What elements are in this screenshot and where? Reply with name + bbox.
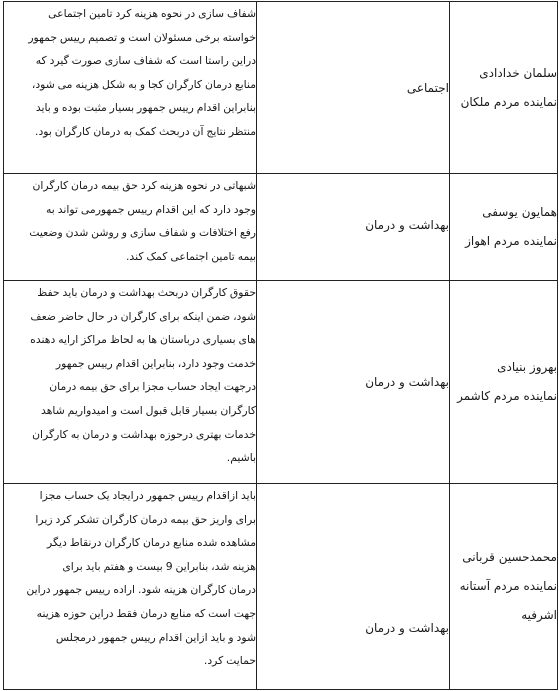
statement-line: بیمه تامین اجتماعی کمک کند. xyxy=(125,249,256,263)
field-cell xyxy=(257,174,450,281)
representative-name: سلمان خدادادی xyxy=(479,65,557,80)
representative-cell xyxy=(450,2,558,174)
statement-line: شود، ضمن اینکه برای کارگران در حال حاضر ضعف xyxy=(30,309,256,323)
statement-line: منابع درمان کارگران کجا و به شکل هزینه می شود، xyxy=(31,77,256,91)
statement-line: شود و باید ازاین اقدام رییس جمهور درمجلس xyxy=(55,630,256,644)
statements-table xyxy=(3,1,558,690)
statement-line: منتظر نتایج آن دربحث کمک به درمان کارگران بود. xyxy=(35,124,256,138)
representative-cell xyxy=(450,174,558,281)
statement-line: درجهت ایجاد حساب مجزا برای حق بیمه درمان xyxy=(49,380,256,394)
field-label: بهداشت و درمان xyxy=(365,218,449,232)
field-cell xyxy=(257,484,450,690)
statement-line: باشیم. xyxy=(226,451,256,465)
statement-line: کارگران بسیار قابل قبول است و امیدواریم شاهد xyxy=(41,403,256,417)
statement-line: باید ازاقدام رییس جمهور درایجاد یک حساب مجزا xyxy=(39,489,256,502)
statement-line: خدمت وجود دارد، بنابراین اقدام رییس جمهور xyxy=(55,356,256,370)
statement-line: مشاهده شده منابع درمان کارگران درنقاط دیگر xyxy=(47,536,256,550)
representative-role-continued: اشرفیه xyxy=(521,608,557,622)
representative-role: نماینده مردم اهواز xyxy=(465,234,557,248)
representative-name: بهروز بنیادی xyxy=(497,360,557,374)
field-label: اجتماعی xyxy=(406,80,449,95)
representative-role: نماینده مردم ملکان xyxy=(460,94,557,109)
statement-line: حقوق کارگران دربحث بهداشت و درمان باید حفظ xyxy=(37,286,256,299)
statement-line: برای واریز حق بیمه درمان کارگران تشکر کرد زیرا xyxy=(35,512,256,526)
statement-line: شبهاتی در نحوه هزینه کرد حق بیمه درمان کارگران xyxy=(32,179,256,192)
representative-name: محمدحسین قربانی xyxy=(462,550,557,564)
statement-cell xyxy=(4,2,257,174)
table-row xyxy=(4,174,558,281)
table-row xyxy=(4,484,558,690)
statement-cell xyxy=(4,174,257,281)
field-label: بهداشت و درمان xyxy=(365,375,449,389)
statement-line: هزینه شد، بنابراین 9 بیست و هفتم باید برای xyxy=(62,559,256,573)
representative-cell xyxy=(450,484,558,690)
statement-line: خواسته برخی مسئولان است و تصمیم رییس جمهور xyxy=(28,30,256,44)
statement-line: بنابراین اقدام رییس جمهور بسیار مثبت بوده و باید xyxy=(35,101,256,115)
field-label: بهداشت و درمان xyxy=(365,621,449,635)
statement-line: حمایت کرد. xyxy=(203,654,256,668)
representative-cell xyxy=(450,281,558,484)
table-row xyxy=(4,2,558,174)
statement-line: درمان کارگران هزینه شود. اراده رییس جمهور دراین xyxy=(26,583,256,597)
table-row xyxy=(4,281,558,484)
statement-line: وجود دارد که این اقدام رییس جمهورمی تواند به xyxy=(46,202,256,216)
statement-line: رفع اختلافات و شفاف سازی و روشن شدن وضعیت xyxy=(29,226,256,240)
statement-line: خدمات بهتری درحوزه بهداشت و درمان به کارگران xyxy=(32,427,256,441)
statement-line: شفاف سازی در نحوه هزینه کرد تامین اجتماعی xyxy=(48,7,256,20)
field-cell xyxy=(257,2,450,174)
field-cell xyxy=(257,281,450,484)
statement-line: جهت است که منابع درمان فقط دراین حوزه هزینه xyxy=(36,606,256,620)
representative-role: نماینده مردم آستانه xyxy=(459,579,557,593)
statement-line: دراین راستا است که شفاف سازی صورت گیرد که xyxy=(35,54,256,68)
statement-cell xyxy=(4,484,257,690)
representative-name: همایون یوسفی xyxy=(482,205,557,219)
representative-role: نماینده مردم کاشمر xyxy=(457,389,557,403)
statement-cell xyxy=(4,281,257,484)
statement-line: های بسیاری درباستان ها به لحاظ مراکز ارایه دهنده xyxy=(30,333,256,347)
